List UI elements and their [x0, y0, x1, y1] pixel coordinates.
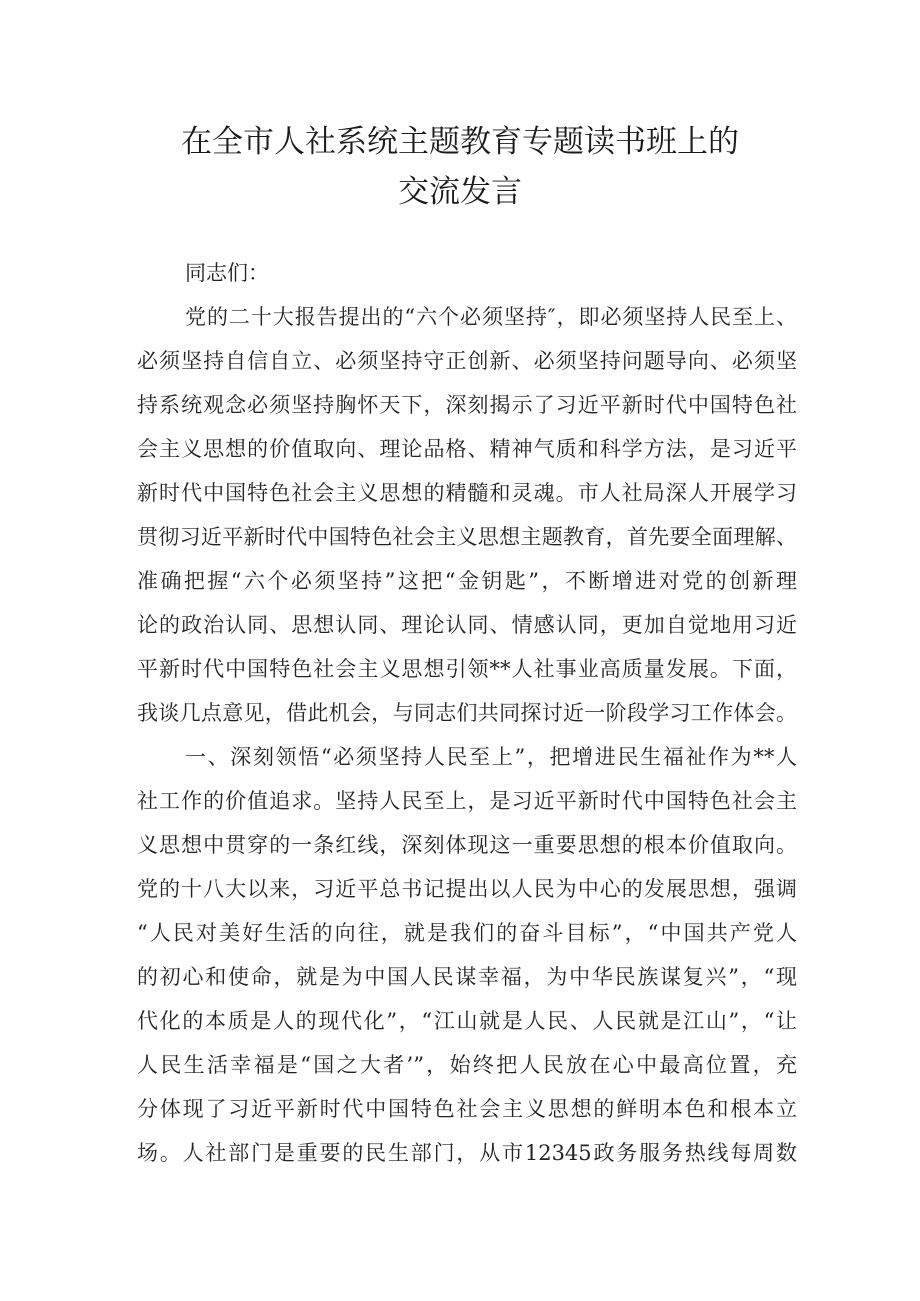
body-line: 平新时代中国特色社会主义思想引领**人社事业高质量发展。下面， [137, 657, 797, 681]
body-line: “人民对美好生活的向往，就是我们的奋斗目标”，“中国共产党人 [137, 921, 797, 945]
body-line: 准确把握“六个必须坚持”这把“金钥匙”，不断增进对党的创新理 [137, 569, 797, 593]
body-line: 持系统观念必须坚持胸怀天下，深刻揭示了习近平新时代中国特色社 [137, 393, 797, 417]
body-line: 会主义思想的价值取向、理论品格、精神气质和科学方法，是习近平 [137, 437, 797, 461]
document-title-line-2: 交流发言 [398, 174, 522, 210]
body-line: 我谈几点意见，借此机会，与同志们共同探讨近一阶段学习工作体会。 [137, 701, 797, 725]
body-line: 分体现了习近平新时代中国特色社会主义思想的鲜明本色和根本立 [137, 1097, 797, 1121]
body-line: 代化的本质是人的现代化”，“江山就是人民、人民就是江山”，“让 [137, 1009, 797, 1033]
body-line: 社工作的价值追求。坚持人民至上，是习近平新时代中国特色社会主 [137, 789, 797, 813]
body-line: 党的二十大报告提出的“六个必须坚持″，即必须坚持人民至上、 [185, 305, 797, 329]
body-line: 必须坚持自信自立、必须坚持守正创新、必须坚持问题导向、必须坚 [137, 349, 797, 373]
body-line: 论的政治认同、思想认同、理论认同、情感认同，更加自觉地用习近 [137, 613, 797, 637]
body-line: 新时代中国特色社会主义思想的精髓和灵魂。市人社局深人开展学习 [137, 481, 797, 505]
body-line: 义思想中贯穿的一条红线，深刻体现这一重要思想的根本价值取向。 [137, 833, 797, 857]
salutation: 同志们： [185, 261, 269, 285]
body-line: 贯彻习近平新时代中国特色社会主义思想主题教育，首先要全面理解、 [137, 525, 797, 549]
body-line: 人民生活幸福是“国之大者’”，始终把人民放在心中最高位置，充 [137, 1053, 797, 1077]
document-title-line-1: 在全市人社系统主题教育专题读书班上的 [181, 124, 739, 160]
body-line: 一、深刻领悟“必须坚持人民至上”，把增进民生福祉作为**人 [185, 745, 797, 769]
body-line: 场。人社部门是重要的民生部门，从市12345政务服务热线每周数 [137, 1141, 797, 1165]
body-line: 的初心和使命，就是为中国人民谋幸福，为中华民族谋复兴”，“现 [137, 965, 797, 989]
body-line: 党的十八大以来，习近平总书记提出以人民为中心的发展思想，强调 [137, 877, 797, 901]
